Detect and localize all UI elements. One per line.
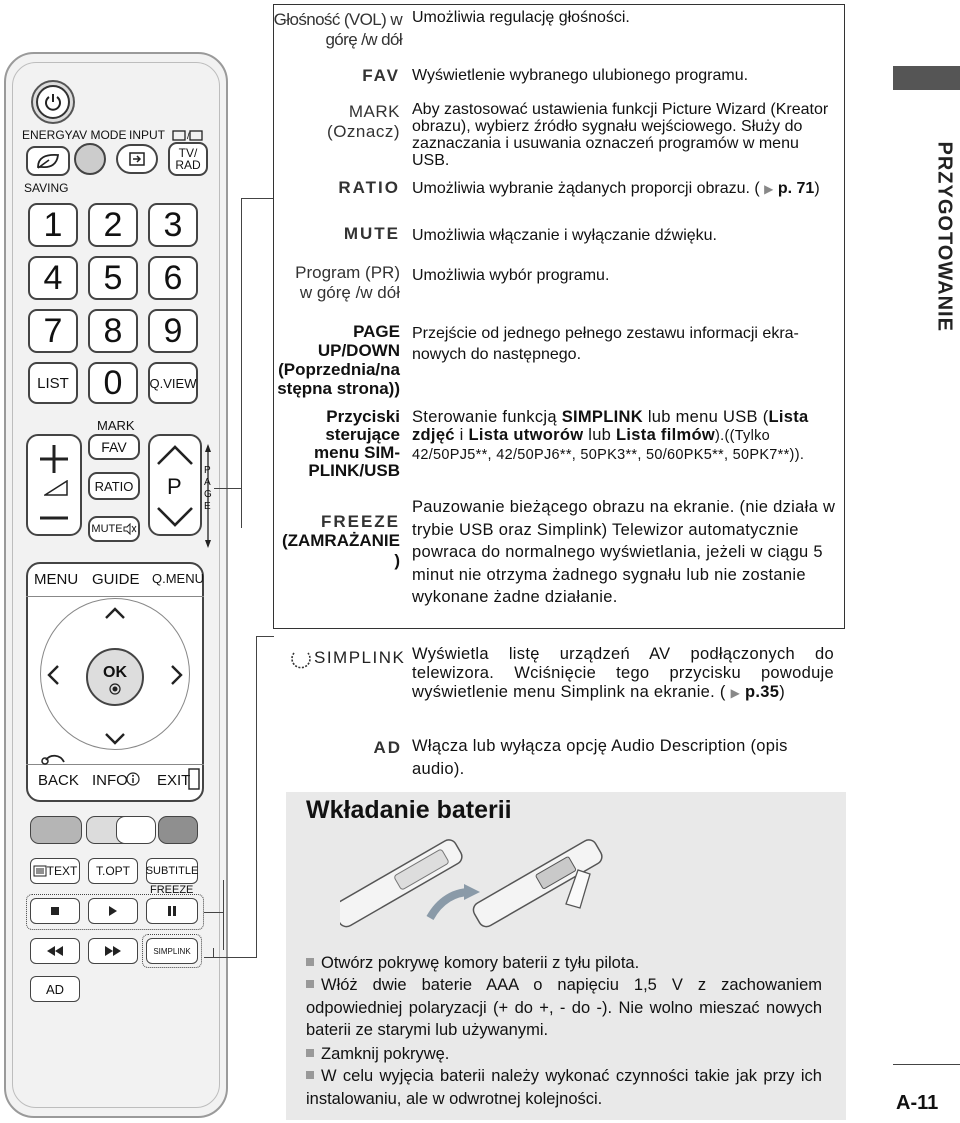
- pause-icon: [167, 905, 177, 917]
- bullet-square-icon: [306, 1071, 314, 1079]
- simplink-usb-desc-e: i: [454, 426, 469, 444]
- battery-step-4-text: W celu wyjęcia baterii należy wykonać czynności takie jak przy ich instalowaniu, ale w odwrotnej kolejności.: [306, 1067, 822, 1108]
- ok-dot-icon: [109, 683, 121, 695]
- battery-step-3: [306, 1043, 822, 1066]
- power-icon: [43, 92, 63, 112]
- arrow-up-icon[interactable]: [104, 606, 126, 620]
- fav-desc: Wyświetlenie wybranego ulubionego programu.: [412, 67, 749, 84]
- energy-saving-icon: [35, 152, 61, 170]
- simplink-desc: [412, 645, 834, 703]
- mute-desc: Umożliwia włączanie i wyłączanie dźwięku.: [412, 227, 717, 244]
- ad-label-callout: AD: [373, 738, 402, 757]
- battery-step-1: [306, 952, 822, 975]
- exit-button[interactable]: EXIT: [157, 772, 191, 789]
- digit-6-button[interactable]: 6: [148, 256, 198, 300]
- connector-line: [223, 880, 224, 950]
- ad-desc: Włącza lub wyłącza opcję Audio Description (opis audio).: [412, 737, 788, 778]
- play-icon: [108, 905, 118, 917]
- program-desc: Umożliwia wybór programu.: [412, 267, 610, 284]
- volume-up-icon: [38, 444, 70, 474]
- mute-label-callout: MUTE: [343, 224, 400, 243]
- simplink-usb-desc-a: Sterowanie funkcją: [412, 408, 562, 426]
- digit-5-button[interactable]: 5: [88, 256, 138, 300]
- blue-key[interactable]: [158, 816, 198, 844]
- arrow-right-icon[interactable]: [170, 664, 184, 686]
- freeze-label-callout: FREEZE: [320, 512, 400, 531]
- ratio-desc-end: ): [814, 180, 820, 197]
- ratio-button[interactable]: RATIO: [88, 472, 140, 500]
- freeze-desc: Pauzowanie bieżącego obrazu na ekranie. (nie działa w trybie USB oraz Simplink) Telewizor automatycznie powraca do normalnego wyświetlania, jeżeli w ciągu 5 minut nie otrzyma żadnego sygnału lub nie zostanie wykonane żadne działanie.: [412, 498, 836, 606]
- program-p-label: P: [167, 474, 182, 499]
- ad-button[interactable]: AD: [30, 976, 80, 1002]
- bullet-square-icon: [306, 958, 314, 966]
- digit-7-button[interactable]: 7: [28, 309, 78, 353]
- arrow-left-icon[interactable]: [46, 664, 60, 686]
- simplink-usb-desc-g: lub: [583, 426, 617, 444]
- forward-button[interactable]: [88, 938, 138, 964]
- program-up-icon: [156, 444, 194, 466]
- simplink-usb-desc-i: ).((Tylko 42/50PJ5**, 42/50PJ6**, 50PK3**, 50/60PK5**, 50PK7**)).: [412, 428, 805, 463]
- tv-rad-label: TV/ RAD: [175, 146, 201, 172]
- svg-text:/: /: [187, 131, 190, 141]
- mark-label-callout: MARK (Oznacz): [327, 102, 400, 141]
- simplink-usb-desc-b: SIMPLINK: [561, 408, 643, 426]
- guide-button[interactable]: GUIDE: [92, 571, 140, 588]
- connector-line: [256, 636, 257, 958]
- page-number-rule: [893, 1064, 960, 1065]
- mute-button[interactable]: [88, 516, 140, 542]
- page-label: PAGE UP/DOWN (Poprzednia/na stępna strona)): [277, 322, 400, 398]
- saving-label: SAVING: [24, 181, 69, 195]
- digit-0-button[interactable]: 0: [88, 362, 138, 404]
- program-down-icon: [156, 506, 194, 528]
- simplink-usb-desc-c: lub menu USB (: [642, 408, 769, 426]
- fav-label: FAV: [362, 66, 400, 85]
- battery-step-2: [306, 974, 822, 1042]
- input-label: INPUT: [129, 128, 165, 142]
- section-tab: [893, 66, 960, 90]
- volume-level-icon: [44, 480, 68, 496]
- page-letter-p: P: [204, 465, 211, 476]
- mute-label: MUTE: [91, 523, 123, 535]
- energy-saving-button[interactable]: [26, 146, 70, 176]
- connector-line: [204, 957, 257, 958]
- battery-step-4: [306, 1065, 822, 1110]
- back-icon: [40, 752, 68, 768]
- page-letter-e: E: [204, 501, 211, 512]
- play-button[interactable]: [88, 898, 138, 924]
- red-key[interactable]: [30, 816, 82, 844]
- program-label: Program (PR) w górę /w dół: [295, 263, 400, 302]
- digit-3-button[interactable]: 3: [148, 203, 198, 247]
- digit-8-button[interactable]: 8: [88, 309, 138, 353]
- ratio-desc: [412, 180, 820, 198]
- nav-separator: [26, 596, 204, 597]
- pause-button[interactable]: [146, 898, 198, 924]
- simplink-desc-end: ): [779, 683, 786, 701]
- arrow-down-icon[interactable]: [104, 732, 126, 746]
- simplink-remote-label: SIMPLINK: [153, 946, 191, 956]
- freeze-label: FREEZE: [150, 884, 194, 896]
- stop-icon: [50, 906, 60, 916]
- text-button[interactable]: [30, 858, 80, 884]
- page-letter-a: A: [204, 477, 211, 488]
- av-mode-label: AV MODE: [72, 128, 127, 142]
- freeze-label-zamrazanie: (ZAMRAŻANIE ): [281, 531, 400, 570]
- simplink-logo: [290, 647, 405, 669]
- tv-rad-button[interactable]: [168, 142, 208, 176]
- energy-label: ENERGY: [22, 128, 73, 142]
- page-ref-arrow-icon: ▶: [730, 686, 741, 700]
- simplink-usb-desc-f: Lista utworów: [468, 426, 584, 444]
- digit-4-button[interactable]: 4: [28, 256, 78, 300]
- simplink-button[interactable]: [146, 938, 198, 964]
- simplink-usb-desc-h: Lista filmów: [616, 426, 715, 444]
- mark-label: MARK: [97, 418, 135, 433]
- input-icon: [128, 152, 146, 166]
- mark-desc: Aby zastosować ustawienia funkcji Picture Wizard (Kreator obrazu), wybierz źródło sygnału wejściowego. Służy do zaznaczania i usuwania oznaczeń programów w menu USB.: [412, 101, 829, 169]
- tv-radio-icon: [172, 128, 204, 142]
- simplink-desc-text: Wyświetla listę urządzeń AV podłączonych do telewizora. Wciśnięcie tego przycisku powoduje wyświetlenie menu Simplink na ekranie. (: [412, 645, 834, 701]
- connector-line: [241, 198, 242, 528]
- vol-desc: Umożliwia regulację głośności.: [412, 9, 630, 26]
- battery-title: Wkładanie baterii: [306, 796, 512, 824]
- subtitle-button[interactable]: SUBTITLE: [146, 858, 198, 884]
- remote-battery-illustration: [340, 830, 680, 940]
- digit-1-button[interactable]: 1: [28, 203, 78, 247]
- connector-line: [256, 636, 274, 637]
- connector-line: [204, 912, 224, 913]
- menu-button[interactable]: MENU: [34, 571, 79, 588]
- connector-line: [213, 948, 214, 958]
- power-button-inner: [36, 85, 70, 119]
- ok-button[interactable]: [86, 648, 144, 706]
- battery-step-2-text: Włóż dwie baterie AAA o napięciu 1,5 V z zachowaniem odpowiedniej polaryzacji (+ do +, - do -). Nie wolno mieszać nowych baterii ze starymi lub używanymi.: [306, 976, 822, 1039]
- digit-9-button[interactable]: 9: [148, 309, 198, 353]
- yellow-key[interactable]: [116, 816, 156, 844]
- qview-button[interactable]: Q.VIEW: [148, 362, 198, 404]
- section-title: PRZYGOTOWANIE: [933, 141, 956, 332]
- connector-line: [241, 198, 273, 199]
- bullet-square-icon: [306, 1049, 314, 1057]
- fav-button[interactable]: FAV: [88, 434, 140, 460]
- qmenu-button[interactable]: Q.MENU: [152, 571, 204, 586]
- volume-down-icon: [38, 514, 70, 522]
- mute-icon: [123, 523, 137, 535]
- digit-2-button[interactable]: 2: [88, 203, 138, 247]
- av-mode-button[interactable]: [74, 143, 106, 175]
- fast-forward-icon: [104, 945, 122, 957]
- ratio-desc-text: Umożliwia wybranie żądanych proporcji obrazu. (: [412, 180, 760, 197]
- text-label: TEXT: [46, 864, 78, 878]
- rewind-button[interactable]: [30, 938, 80, 964]
- battery-step-3-text: Zamknij pokrywę.: [321, 1045, 450, 1063]
- ratio-page-ref: p. 71: [777, 180, 815, 197]
- info-button[interactable]: INFO: [92, 772, 128, 789]
- back-button[interactable]: BACK: [38, 772, 79, 789]
- simplink-logo-text: SIMPLINK: [314, 648, 406, 667]
- ok-label: OK: [103, 664, 127, 681]
- simplink-usb-desc: [412, 408, 832, 464]
- battery-step-1-text: Otwórz pokrywę komory baterii z tyłu pilota.: [321, 954, 640, 972]
- ratio-label: RATIO: [338, 178, 400, 197]
- topt-button[interactable]: T.OPT: [88, 858, 138, 884]
- simplink-page-ref: p.35: [745, 683, 780, 701]
- rewind-icon: [46, 945, 64, 957]
- info-icon: [126, 772, 140, 786]
- vol-label: Głośność (VOL) w górę /w dół: [273, 10, 402, 49]
- text-icon: [33, 865, 47, 877]
- simplink-logo-icon: [290, 647, 312, 669]
- simplink-usb-desc-d: Lista zdjęć: [412, 408, 809, 444]
- simplink-usb-label: Przyciski sterujące menu SIM- PLINK/USB: [308, 407, 400, 480]
- bullet-square-icon: [306, 980, 314, 988]
- page-desc: Przejście od jednego pełnego zestawu informacji ekra- nowych do następnego.: [412, 325, 799, 363]
- input-button[interactable]: [116, 144, 158, 174]
- connector-line: [214, 488, 242, 489]
- stop-button[interactable]: [30, 898, 80, 924]
- exit-icon: [188, 768, 200, 790]
- page-ref-arrow-icon: ▶: [764, 182, 774, 196]
- list-button[interactable]: LIST: [28, 362, 78, 404]
- page-number: A-11: [896, 1092, 939, 1114]
- page-letter-g: G: [204, 489, 212, 500]
